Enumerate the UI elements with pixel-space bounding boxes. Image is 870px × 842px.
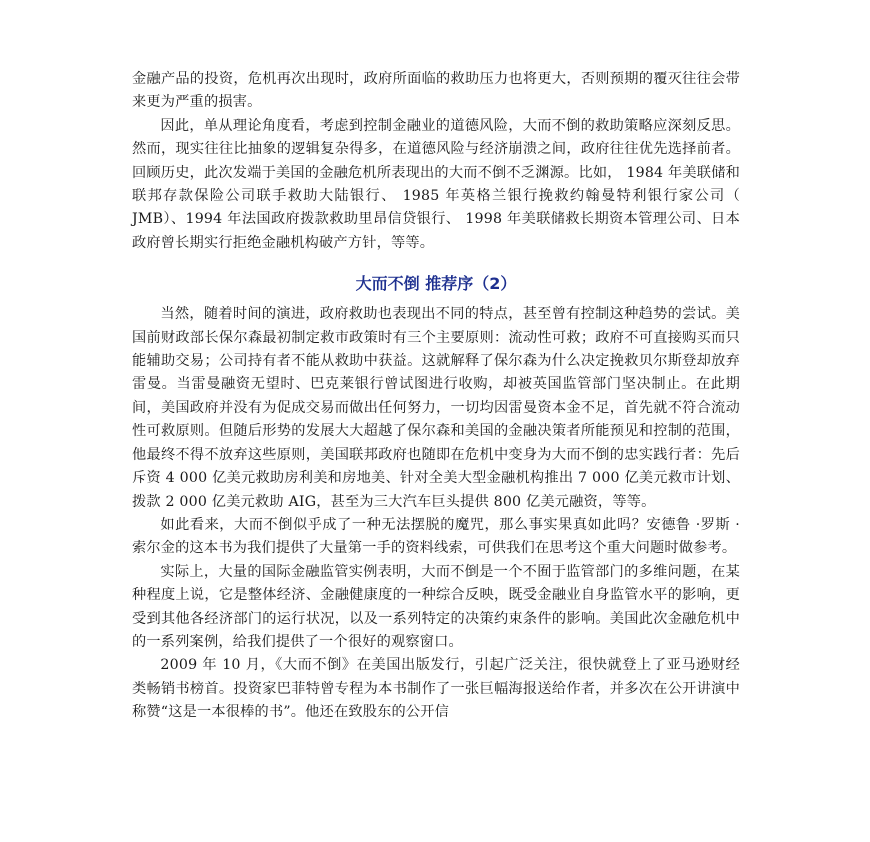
paragraph-regulation: 实际上，大量的国际金融监管实例表明，大而不倒是一个不囿于监管部门的多维问题，在某种程度上说，它是整体经济、金融健康度的一种综合反映，既受金融业自身监管水平的影响，更受到其他各经济部门的运行状况，以及一系列特定的决策约束条件的影响。美国此次金融危机中的一系列案例，给我们提供了一个很好的观察窗口。 <box>132 563 740 650</box>
paragraph-curse: 如此看来，大而不倒似乎成了一种无法摆脱的魔咒，那么事实果真如此吗？安德鲁 ·罗斯 ·索尔金的这本书为我们提供了大量第一手的资料线索，可供我们在思考这个重大问题时做参考。 <box>132 516 740 557</box>
section-title: 大而不倒 推荐序（2） <box>355 274 517 294</box>
paragraph-rescue-principles: 当然，随着时间的演进，政府救助也表现出不同的特点，甚至曾有控制这种趋势的尝试。美国前财政部长保尔森最初制定救市政策时有三个主要原则：流动性可救；政府不可直接购买而只能辅助交易；公司持有者不能从救助中获益。这就解释了保尔森为什么决定挽救贝尔斯登却放弃雷曼。当雷曼融资无望时、巴克莱银行曾试图进行收购，却被英国监管部门坚决制止。在此期间，美国政府并没有为促成交易而做出任何努力，一切均因雷曼资本金不足，首先就不符合流动性可救原则。但随后形势的发展大大超越了保尔森和美国的金融决策者所能预见和控制的范围，他最终不得不放弃这些原则，美国联邦政府也随即在危机中变身为大而不倒的忠实践行者：先后斥资 4 000 亿美元救助房利美和房地美、针对全美大型金融机构推出 7 000 亿美元救市计划、拨款 2 000 亿美元救助 AIG，甚至为三大汽车巨头提供 800 亿美元融资，等等。 <box>132 306 740 510</box>
paragraph-continued: 金融产品的投资，危机再次出现时，政府所面临的救助压力也将更大，否则预期的覆灭往往会带来更为严重的损害。 <box>132 71 740 111</box>
document-page <box>132 68 740 725</box>
paragraph-publication: 2009 年 10 月，《大而不倒》在美国出版发行，引起广泛关注，很快就登上了亚马逊财经类畅销书榜首。投资家巴菲特曾专程为本书制作了一张巨幅海报送给作者，并多次在公开讲演中称赞“这是一本很棒的书”。他还在致股东的公开信 <box>132 657 740 721</box>
paragraph-history: 因此，单从理论角度看，考虑到控制金融业的道德风险，大而不倒的救助策略应深刻反思。然而，现实往往比抽象的逻辑复杂得多，在道德风险与经济崩溃之间，政府往往优先选择前者。回顾历史，此次发端于美国的金融危机所表现出的大而不倒不乏渊源。比如， 1984 年美联储和联邦存款保险公司联手救助大陆银行、 1985 年英格兰银行挽救约翰曼特利银行家公司（ JMB）、1994 年法国政府拨款救助里昂信贷银行、 1998 年美联储救长期资本管理公司、日本政府曾长期实行拒绝金融机构破产方针，等等。 <box>132 117 740 251</box>
